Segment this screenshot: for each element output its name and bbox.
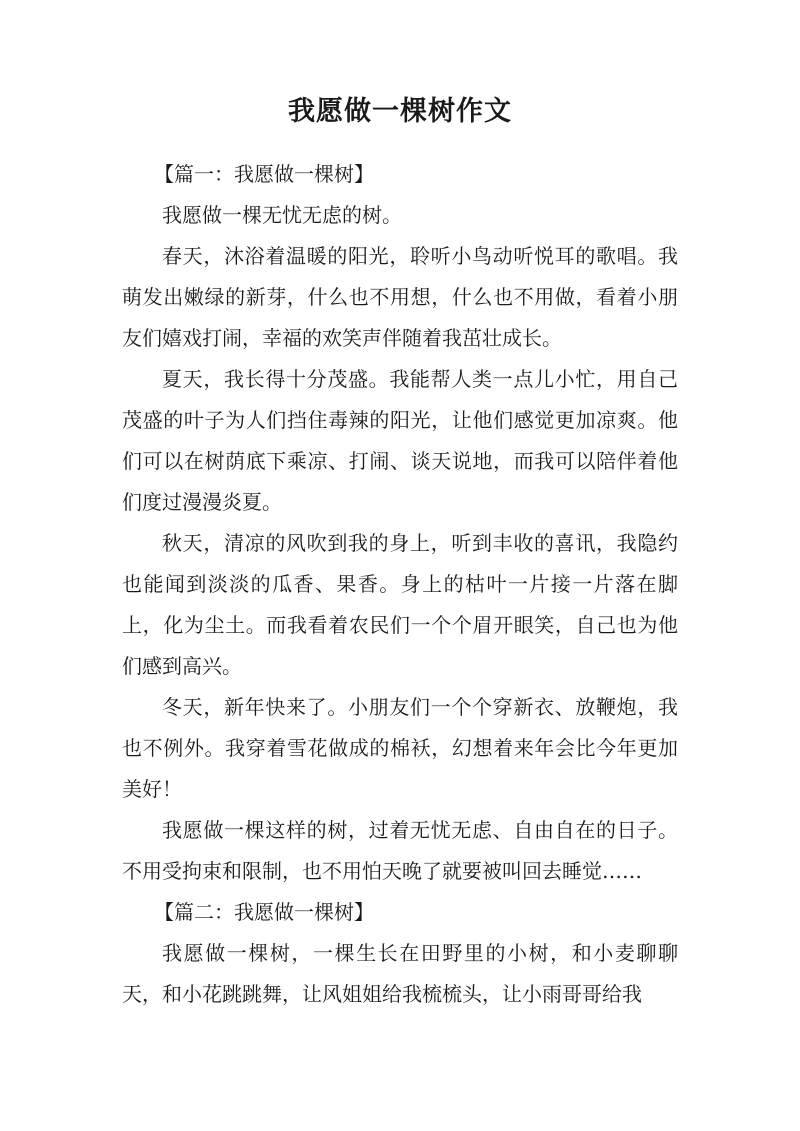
paragraph: 秋天，清凉的风吹到我的身上，听到丰收的喜讯，我隐约也能闻到淡淡的瓜香、果香。身上的枯叶一片接一片落在脚上，化为尘土。而我看着农民们一个个眉开眼笑，自己也为他们感到高兴。 [122,531,678,678]
paragraph: 我愿做一棵这样的树，过着无忧无虑、自由自在的日子。不用受拘束和限制，也不用怕天晚了就要被叫回去睡觉…… [122,818,678,883]
document-page [122,92,678,1015]
section-heading-2: 【篇二：我愿做一棵树】 [154,900,374,924]
paragraph: 我愿做一棵无忧无虑的树。 [162,203,402,227]
paragraph: 冬天，新年快来了。小朋友们一个个穿新衣、放鞭炮，我也不例外。我穿着雪花做成的棉袄，幻想着来年会比今年更加美好！ [122,695,678,801]
section-heading-1: 【篇一：我愿做一棵树】 [154,162,374,186]
document-title: 我愿做一棵树作文 [288,96,512,127]
paragraph: 夏天，我长得十分茂盛。我能帮人类一点儿小忙，用自己茂盛的叶子为人们挡住毒辣的阳光，让他们感觉更加凉爽。他们可以在树荫底下乘凉、打闹、谈天说地，而我可以陪伴着他们度过漫漫炎夏。 [122,367,678,514]
paragraph: 春天，沐浴着温暖的阳光，聆听小鸟动听悦耳的歌唱。我萌发出嫩绿的新芽，什么也不用想，什么也不用做，看着小朋友们嬉戏打闹，幸福的欢笑声伴随着我茁壮成长。 [122,244,678,350]
paragraph: 我愿做一棵树，一棵生长在田野里的小树，和小麦聊聊天，和小花跳跳舞，让风姐姐给我梳梳头，让小雨哥哥给我 [122,941,678,1006]
document-body [122,154,678,1015]
